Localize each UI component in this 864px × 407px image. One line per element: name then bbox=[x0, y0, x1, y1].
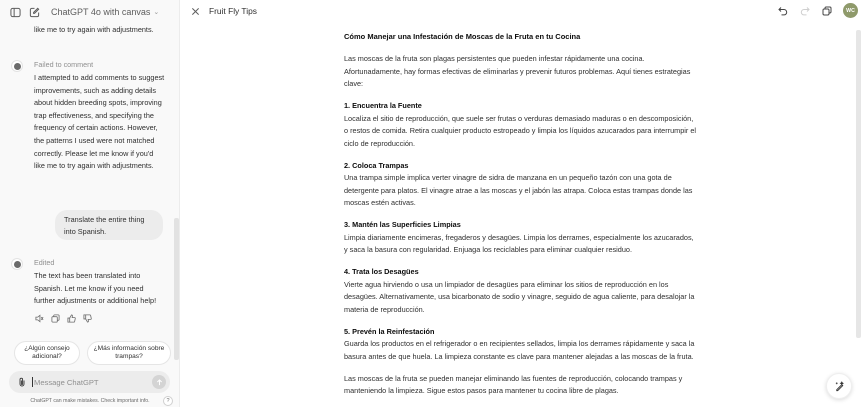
attach-icon[interactable] bbox=[17, 377, 26, 387]
model-selector[interactable] bbox=[51, 7, 159, 17]
message-status: Edited bbox=[34, 258, 55, 267]
document-section bbox=[344, 266, 698, 316]
suggest-edits-button[interactable] bbox=[826, 373, 852, 399]
assistant-avatar-icon bbox=[11, 60, 23, 72]
message-status: Failed to comment bbox=[34, 60, 94, 69]
section-title: 1. Encuentra la Fuente bbox=[344, 101, 422, 110]
chat-messages bbox=[0, 24, 174, 336]
section-title: 3. Mantén las Superficies Limpias bbox=[344, 220, 461, 229]
chat-scrollbar[interactable] bbox=[174, 218, 179, 360]
document-section bbox=[344, 219, 698, 257]
sidebar-toggle-icon[interactable] bbox=[9, 6, 21, 18]
send-button[interactable] bbox=[152, 375, 166, 389]
chat-header bbox=[0, 0, 180, 24]
thumbs-up-icon[interactable] bbox=[67, 314, 76, 323]
message-fragment: like me to try again with adjustments. bbox=[34, 25, 154, 34]
chat-panel bbox=[0, 0, 180, 407]
assistant-avatar-icon bbox=[11, 258, 23, 270]
message-input[interactable] bbox=[32, 377, 142, 387]
message-actions bbox=[35, 314, 92, 323]
close-canvas-button[interactable] bbox=[189, 5, 201, 17]
document-body[interactable] bbox=[344, 31, 698, 407]
speaker-icon[interactable] bbox=[35, 314, 44, 323]
document-section bbox=[344, 160, 698, 210]
edit-suggest-icon bbox=[834, 381, 845, 392]
section-title: 5. Prevén la Reinfestación bbox=[344, 326, 435, 336]
suggestion-chip[interactable]: ¿Algún consejo adicional? bbox=[14, 341, 80, 365]
disclaimer: ChatGPT can make mistakes. Check important info. bbox=[30, 398, 150, 404]
message-text: I attempted to add comments to suggest improvements, such as adding details about hidden breeding spots, improving trap effectiveness, and specifying the frequency of certain actions. However, the patterns I used were not matched correctly. Please let me know if you'd like me to try again with adjustments. bbox=[34, 73, 165, 171]
canvas-panel bbox=[180, 0, 864, 407]
close-icon bbox=[191, 7, 200, 16]
copy-icon[interactable] bbox=[51, 314, 60, 323]
message-text: The text has been translated into Spanish. Let me know if you need further adjustments or additional help! bbox=[34, 271, 157, 306]
model-name: ChatGPT 4o with canvas bbox=[51, 7, 151, 17]
user-message: Translate the entire thing into Spanish. bbox=[55, 210, 163, 240]
copy-icon[interactable] bbox=[821, 5, 833, 17]
help-button[interactable]: ? bbox=[163, 396, 173, 406]
new-chat-icon[interactable] bbox=[28, 6, 40, 18]
section-body: Limpia diariamente encimeras, fregaderos y desagües. Limpia los derrames, especialmente los azucarados, y saca la basura con regularidad. Enjuaga los reciclables para eliminar cualquier residuo. bbox=[344, 232, 694, 254]
section-title: 2. Coloca Trampas bbox=[344, 160, 409, 170]
suggestion-chip[interactable]: ¿Más información sobre trampas? bbox=[87, 341, 171, 365]
canvas-toolbar bbox=[777, 3, 858, 18]
document-title: Fruit Fly Tips bbox=[209, 6, 257, 16]
suggestion-chips bbox=[14, 341, 171, 365]
section-body: Vierte agua hirviendo o usa un limpiador de desagües para eliminar los sitios de reproducción en los desagües. Alternativamente, usa bicarbonato de sodio y vinagre, seguido de agua caliente, para desalojar la materia de reproducción. bbox=[344, 279, 695, 314]
chevron-down-icon: ⌄ bbox=[153, 9, 160, 16]
document-intro: Las moscas de la fruta son plagas persistentes que pueden infestar rápidamente una cocina. Afortunadamente, hay formas efectivas de eliminarlas y prevenir futuros problemas. Aquí tienes estrategias clave: bbox=[344, 54, 691, 88]
document-section bbox=[344, 100, 698, 150]
user-avatar[interactable]: WC bbox=[843, 3, 858, 18]
section-body: Guarda los productos en el refrigerador o en recipientes sellados, limpia los derrames rápidamente y saca la basura antes de que huela. La limpieza constante es clave para mantener alejadas a las moscas de la fruta. bbox=[344, 339, 695, 361]
undo-icon[interactable] bbox=[777, 5, 789, 17]
document-conclusion: Las moscas de la fruta se pueden manejar eliminando las fuentes de reproducción, colocando trampas y manteniendo la limpieza. Sigue estos pasos para mantener tu cocina libre de plagas. bbox=[344, 373, 683, 395]
redo-icon[interactable] bbox=[799, 5, 811, 17]
document-heading: Cómo Manejar una Infestación de Moscas de la Fruta en tu Cocina bbox=[344, 32, 581, 41]
section-title: 4. Trata los Desagües bbox=[344, 267, 419, 276]
canvas-header bbox=[180, 0, 864, 24]
message-composer bbox=[9, 371, 170, 393]
thumbs-down-icon[interactable] bbox=[83, 314, 92, 323]
document-scrollbar[interactable] bbox=[856, 30, 861, 338]
section-body: Una trampa simple implica verter vinagre de sidra de manzana en un pequeño tazón con una gota de detergente para platos. El vinagre atrae a las moscas y el jabón las atrapa. Coloca estas trampas donde las moscas estén activas. bbox=[344, 173, 693, 207]
section-body: Localiza el sitio de reproducción, que suele ser frutas o verduras demasiado maduras o en descomposición, o restos de comida. Retira cualquier producto estropeado y limpia los líquidos azucarados para interrumpir el ciclo de reproducción. bbox=[344, 113, 697, 148]
document-section bbox=[344, 326, 698, 364]
